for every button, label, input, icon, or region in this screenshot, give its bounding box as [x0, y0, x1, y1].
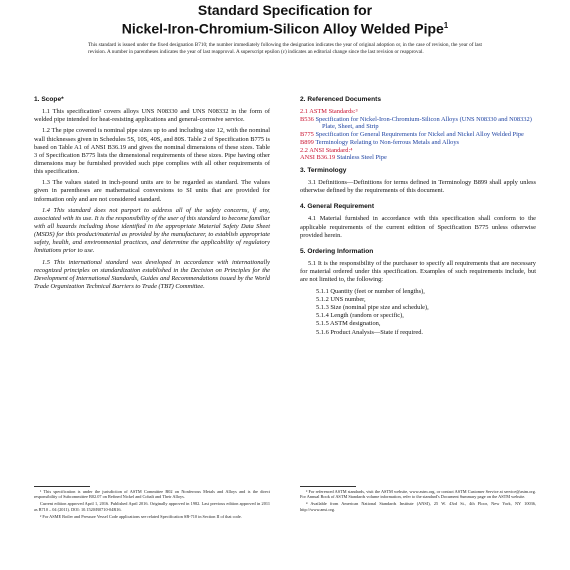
title-line-1: Standard Specification for: [197, 2, 373, 18]
list-item: 5.1.5 ASTM designation,: [316, 320, 381, 328]
footnote-3: ³ For referenced ASTM standards, visit the ASTM website, www.astm.org, or contact ASTM Customer Service at service@astm.org. For Annual Book of ASTM Standards volume information, refer to the standard's Document Summary page on the ASTM website.: [300, 489, 536, 500]
paragraph-1-5: 1.5 This international standard was developed in accordance with internationally recognized principles on standardization established in the Decision on Principles for the Development of International Standards, Guides and Recommendations issued by the World Trade Organization Technical Barriers to Trade (TBT) Committee.: [34, 258, 270, 291]
footnote-2: ² For ASME Boiler and Pressure Vessel Code applications see related Specification SB-710 in Section II of that code.: [40, 513, 242, 519]
list-item: 5.1.4 Length (random or specific),: [316, 312, 404, 320]
footnotes-left: [34, 489, 270, 521]
reference-item[interactable]: ANSI B36.19 Stainless Steel Pipe: [300, 154, 387, 162]
section-heading-referenced-documents: 2. Referenced Documents: [300, 96, 381, 103]
designation-preface: This standard is issued under the fixed designation B710; the number immediately following the designation indicates the year of original adoption or, in the case of revision, the year of last revision. A number in parentheses indicates the year of last reapproval. A superscript epsilon (ε) indicates an editorial change since the last revision or reapproval.: [88, 42, 482, 55]
footnote-divider-left: [34, 486, 90, 487]
list-item: 5.1.1 Quantity (feet or number of lengths),: [316, 287, 425, 295]
list-item: 5.1.3 Size (nominal pipe size and schedule),: [316, 303, 429, 311]
footnote-1: ¹ This specification is under the jurisdiction of ASTM Committee B02 on Nonferrous Metals and Alloys and is the direct responsibility of Subcommittee B02.07 on Refined Nickel and Cobalt and Their Alloys.: [34, 489, 270, 500]
section-heading-scope: 1. Scope*: [34, 96, 64, 103]
footnote-4: ⁴ Available from American National Standards Institute (ANSI), 25 W. 43rd St., 4th Floor, New York, NY 10036, http://www.ansi.org.: [300, 501, 536, 512]
document-title: [0, 18, 570, 37]
section-heading-ordering-information: 5. Ordering Information: [300, 247, 374, 255]
ansi-standard-label: 2.2 ANSI Standard:⁴: [300, 146, 353, 154]
list-item: 5.1.6 Product Analysis—State if required.: [316, 328, 424, 336]
footnotes-right: [300, 489, 536, 514]
paragraph-1-3: 1.3 The values stated in inch-pound units are to be regarded as standard. The values given in parentheses are mathematical conversions to SI units that are provided for information only and are not considered standard.: [34, 179, 270, 203]
section-heading-general-requirement: 4. General Requirement: [300, 203, 375, 211]
right-column: [300, 96, 536, 337]
paragraph-1-4: 1.4 This standard does not purport to address all of the safety concerns, if any, associated with its use. It is the responsibility of the user of this standard to become familiar with all hazards including those identified in the appropriate Material Safety Data Sheet (MSDS) for this product/material as provided by the manufacturer, to establish appropriate safety, health, and environmental practices, and determine the applicability of regulatory limitations prior to use.: [34, 206, 270, 255]
paragraph-1-1: 1.1 This specification² covers alloys UNS N08330 and UNS N08332 in the form of welded pipe intended for heat-resisting applications and general-corrosive service.: [34, 108, 270, 124]
astm-standards-label: 2.1 ASTM Standards:³: [300, 108, 358, 115]
footnote-1-edition: Current edition approved April 1, 2016. Published April 2016. Originally approved in 1982. Last previous edition approved in 2011 as B710 – 04 (2011). DOI: 10.1520/B0710-04R16.: [34, 501, 270, 512]
footnote-divider-right: [300, 486, 356, 487]
paragraph-4-1: 4.1 Material furnished in accordance with this specification shall conform to the applicable requirements of the current edition of Specification B775 unless otherwise provided herein.: [300, 215, 536, 239]
title-footnote-marker: 1: [443, 21, 449, 30]
paragraph-5-1: 5.1 It is the responsibility of the purchaser to specify all requirements that are necessary for material ordered under this specification. Examples of such requirements include, but are not limited to, the following:: [300, 259, 536, 284]
reference-item[interactable]: B775 Specification for General Requirements for Nickel and Nickel Alloy Welded Pipe: [300, 131, 524, 139]
section-heading-terminology: 3. Terminology: [300, 166, 347, 174]
reference-item[interactable]: B899 Terminology Relating to Non-ferrous Metals and Alloys: [300, 138, 460, 146]
list-item: 5.1.2 UNS number,: [316, 295, 366, 303]
reference-item[interactable]: B536 Specification for Nickel-Iron-Chromium-Silicon Alloys (UNS N08330 and N08332) Plate, Sheet, and Strip: [300, 115, 532, 131]
paragraph-3-1: 3.1 Definitions—Definitions for terms defined in Terminology B899 shall apply unless otherwise defined by the requirements of this document.: [300, 178, 536, 195]
paragraph-1-2: 1.2 The pipe covered is nominal pipe sizes up to and including size 12, with the nominal wall thicknesses given in Schedules 5S, 10S, 40S, and 80S. Table 2 of Specification B775 is based on Table A1 of ANSI B36.19 and gives the nominal dimensions of these sizes. Table 3 of Specification B775 lists the dimensional requirements of these sizes. Pipe having other dimensions may be furnished provided such pipe complies with all other requirements of this specification.: [34, 127, 270, 175]
title-line-2: Nickel-Iron-Chromium-Silicon Alloy Welded Pipe: [121, 20, 444, 37]
left-column: [34, 96, 270, 294]
